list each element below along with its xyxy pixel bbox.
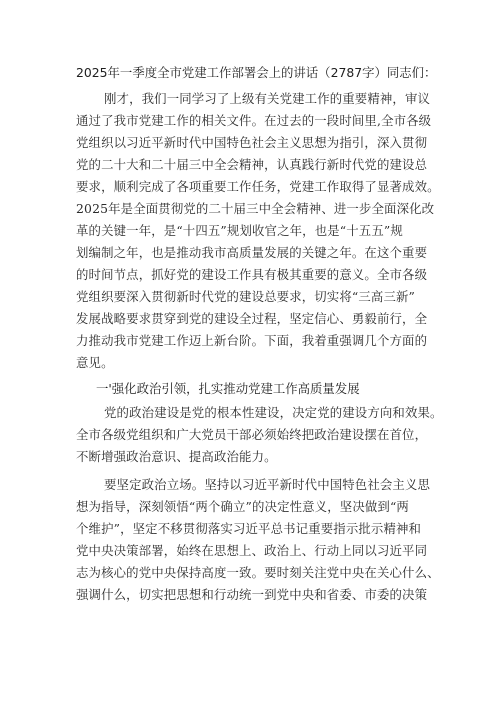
paragraph-1-line-2: 通过了我市党建工作的相关文件。在过去的一段时间里,全市各级	[76, 113, 432, 128]
paragraph-3-line-1: 要坚定政治立场。坚持以习近平新时代中国特色社会主义思	[104, 477, 431, 492]
paragraph-1-line-5: 要求，顺利完成了各项重要工作任务，党建工作取得了显著成效。	[76, 179, 440, 194]
paragraph-1-line-10: 党组织要深入贯彻新时代党的建设总要求，切实将“三高三新”	[76, 289, 416, 304]
paragraph-2-line-2: 全市各级党组织和广大党员干部必须始终把政治建设摆在首位，	[76, 427, 428, 442]
paragraph-1-line-1: 刚才，我们一同学习了上级有关党建工作的重要精神，审议	[104, 91, 431, 106]
section-heading-1: 一'强化政治引领，扎实推动党建工作高质量发展	[96, 381, 360, 396]
paragraph-1-line-3: 党组织以习近平新时代中国特色社会主义思想为指引，深入贯彻	[76, 135, 428, 150]
paragraph-1-line-9: 的时间节点，抓好党的建设工作具有极其重要的意义。全市各级	[76, 267, 428, 282]
paragraph-1-line-11: 发展战略要求贯穿到党的建设全过程，坚定信心、勇毅前行，全	[76, 311, 428, 326]
paragraph-2-line-3: 不断增强政治意识、提高政治能力。	[76, 449, 277, 464]
paragraph-3-line-2: 想为指导，深刻领悟“两个确立”的决定性意义，坚决做到“两	[76, 499, 409, 514]
paragraph-3-line-4: 党中央决策部署，始终在思想上、政治上、行动上同以习近平同	[76, 543, 428, 558]
paragraph-1-line-4: 党的二十大和二十届三中全会精神，认真践行新时代党的建设总	[76, 157, 428, 172]
paragraph-1-line-7: 革的关键一年，是“十四五”规划收官之年，也是“十五五”规	[76, 223, 403, 238]
document-title: 2025年一季度全市党建工作部署会上的讲话（2787字）同志们：	[76, 65, 437, 80]
paragraph-2-line-1: 党的政治建设是党的根本性建设，决定党的建设方向和效果。	[104, 405, 443, 420]
paragraph-1-line-12: 力推动我市党建工作迈上新台阶。下面，我着重强调几个方面的	[76, 333, 428, 348]
paragraph-1-line-6: 2025年是全面贯彻党的二十届三中全会精神、进一步全面深化改	[76, 201, 435, 216]
paragraph-1-line-13: 意见。	[76, 355, 114, 370]
paragraph-1-line-8: 划编制之年，也是推动我市高质量发展的关键之年。在这个重要	[76, 245, 428, 260]
paragraph-3-line-3: 个维护”，坚定不移贯彻落实习近平总书记重要指示批示精神和	[76, 521, 422, 536]
paragraph-3-line-6: 强调什么，切实把思想和行动统一到党中央和省委、市委的决策	[76, 587, 428, 602]
paragraph-3-line-5: 志为核心的党中央保持高度一致。要时刻关注党中央在关心什么、	[76, 565, 440, 580]
